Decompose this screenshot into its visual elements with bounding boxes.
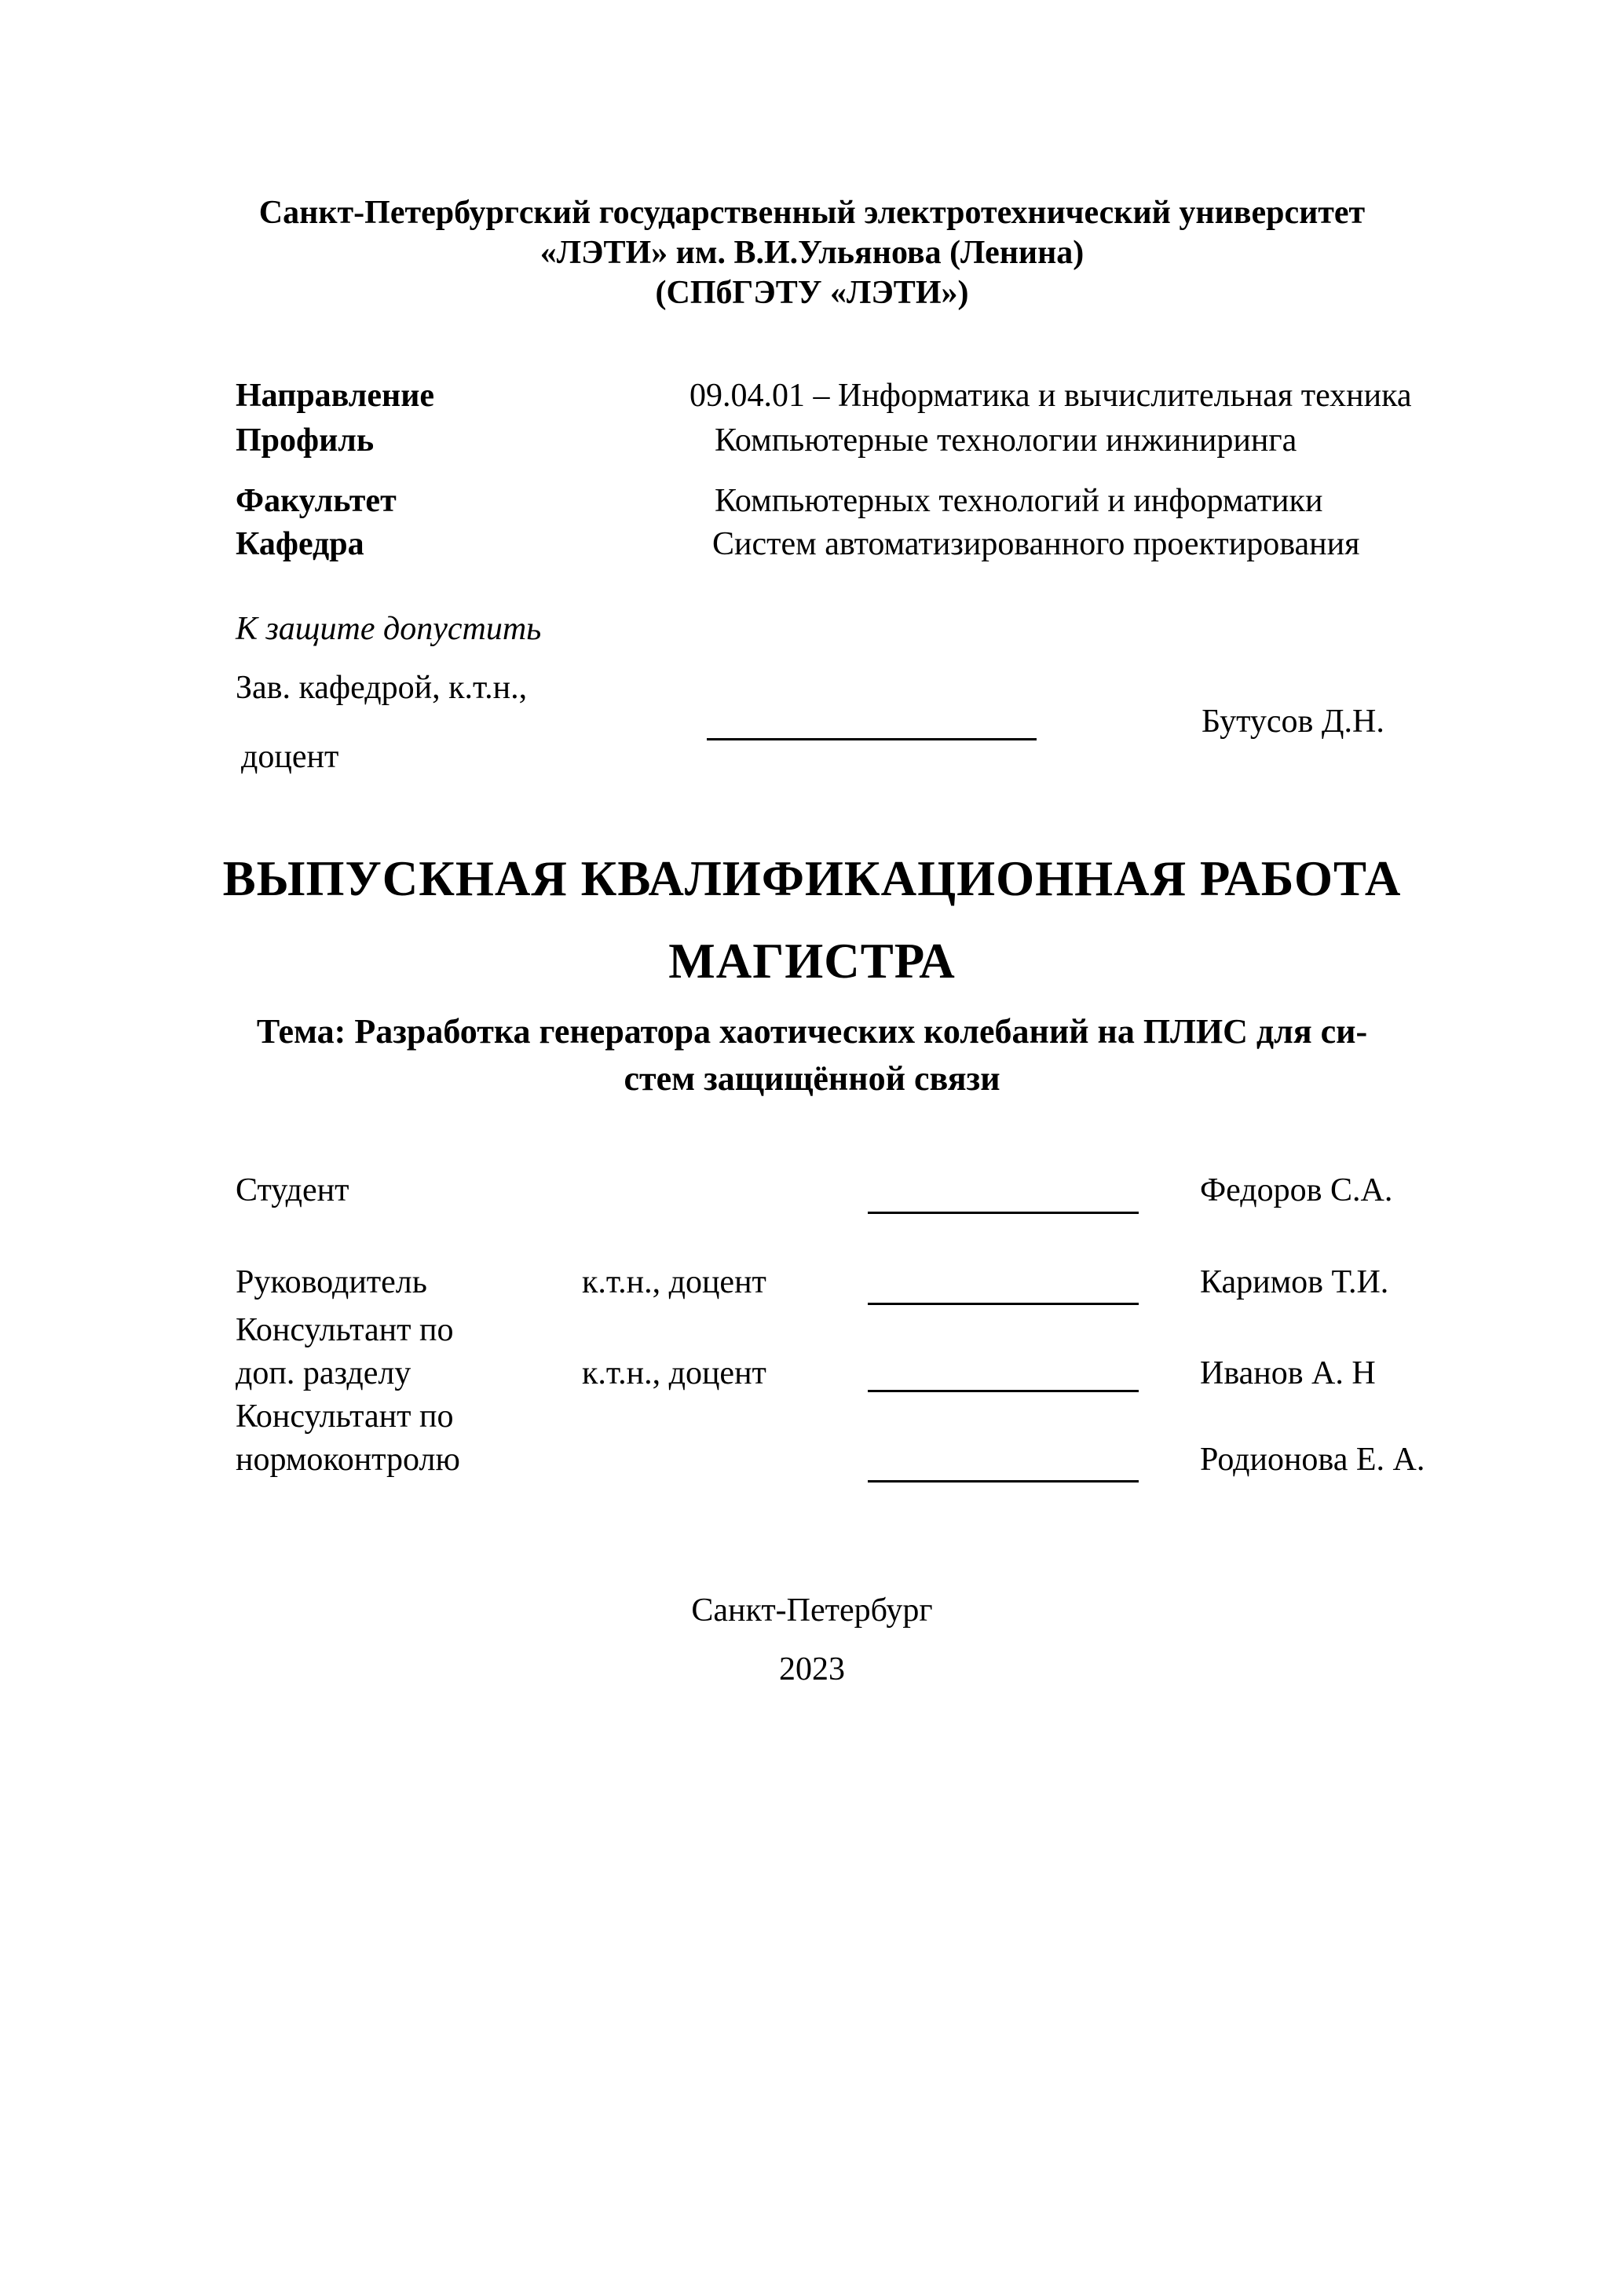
sig-role-supervisor: Руководитель [236,1264,427,1300]
work-title [0,838,1624,1003]
signature-line-student [868,1174,1139,1214]
field-label-profile: Профиль [236,422,375,459]
signature-line-head [707,705,1037,740]
field-label-direction: Направление [236,378,435,414]
university-name-line: Санкт-Петербургский государственный электротехнический университет [258,195,1366,231]
admit-to-defense-line: К защите допустить [236,611,542,647]
field-value-faculty: Компьютерных технологий и информатики [715,483,1323,519]
work-title-line2: МАГИСТРА [668,934,956,989]
footer-city: Санкт-Петербург [691,1592,933,1629]
theme-block [0,1008,1624,1102]
sig-degree-consultant1: к.т.н., доцент [582,1355,766,1391]
head-name: Бутусов Д.Н. [1202,704,1384,740]
sig-role-student: Студент [236,1172,349,1208]
field-label-faculty: Факультет [236,483,397,519]
theme-line1: Тема: Разработка генератора хаотических колебаний на ПЛИС для си- [256,1012,1368,1051]
footer-year: 2023 [779,1651,845,1687]
signature-line-supervisor [868,1266,1139,1305]
sig-role-consultant2-line1: Консультант по [236,1398,454,1435]
sig-name-student: Федоров С.А. [1200,1172,1393,1208]
university-leti-line: «ЛЭТИ» им. В.И.Ульянова (Ленина) [540,235,1084,271]
university-abbreviation-line: (СПбГЭТУ «ЛЭТИ») [655,275,969,311]
field-value-direction: 09.04.01 – Информатика и вычислительная техника [689,378,1412,414]
field-value-profile: Компьютерные технологии инжиниринга [715,422,1297,459]
sig-name-consultant2: Родионова Е. А. [1200,1442,1425,1478]
signature-line-consultant1 [868,1357,1139,1392]
sig-role-consultant2-line2: нормоконтролю [236,1442,460,1478]
sig-name-consultant1: Иванов А. Н [1200,1355,1376,1391]
field-label-department: Кафедра [236,526,364,562]
signature-line-consultant2 [868,1443,1139,1483]
field-value-department: Систем автоматизированного проектирования [712,526,1360,562]
sig-role-consultant1-line2: доп. разделу [236,1355,411,1391]
theme-line2: стем защищённой связи [624,1059,1000,1098]
sig-degree-supervisor: к.т.н., доцент [582,1264,766,1300]
head-position-line1: Зав. кафедрой, к.т.н., [236,670,528,706]
sig-role-consultant1-line1: Консультант по [236,1312,454,1348]
work-title-line1: ВЫПУСКНАЯ КВАЛИФИКАЦИОННАЯ РАБОТА [222,851,1402,906]
university-header [0,193,1624,313]
head-position-line2: доцент [241,739,339,775]
sig-name-supervisor: Каримов Т.И. [1200,1264,1389,1300]
